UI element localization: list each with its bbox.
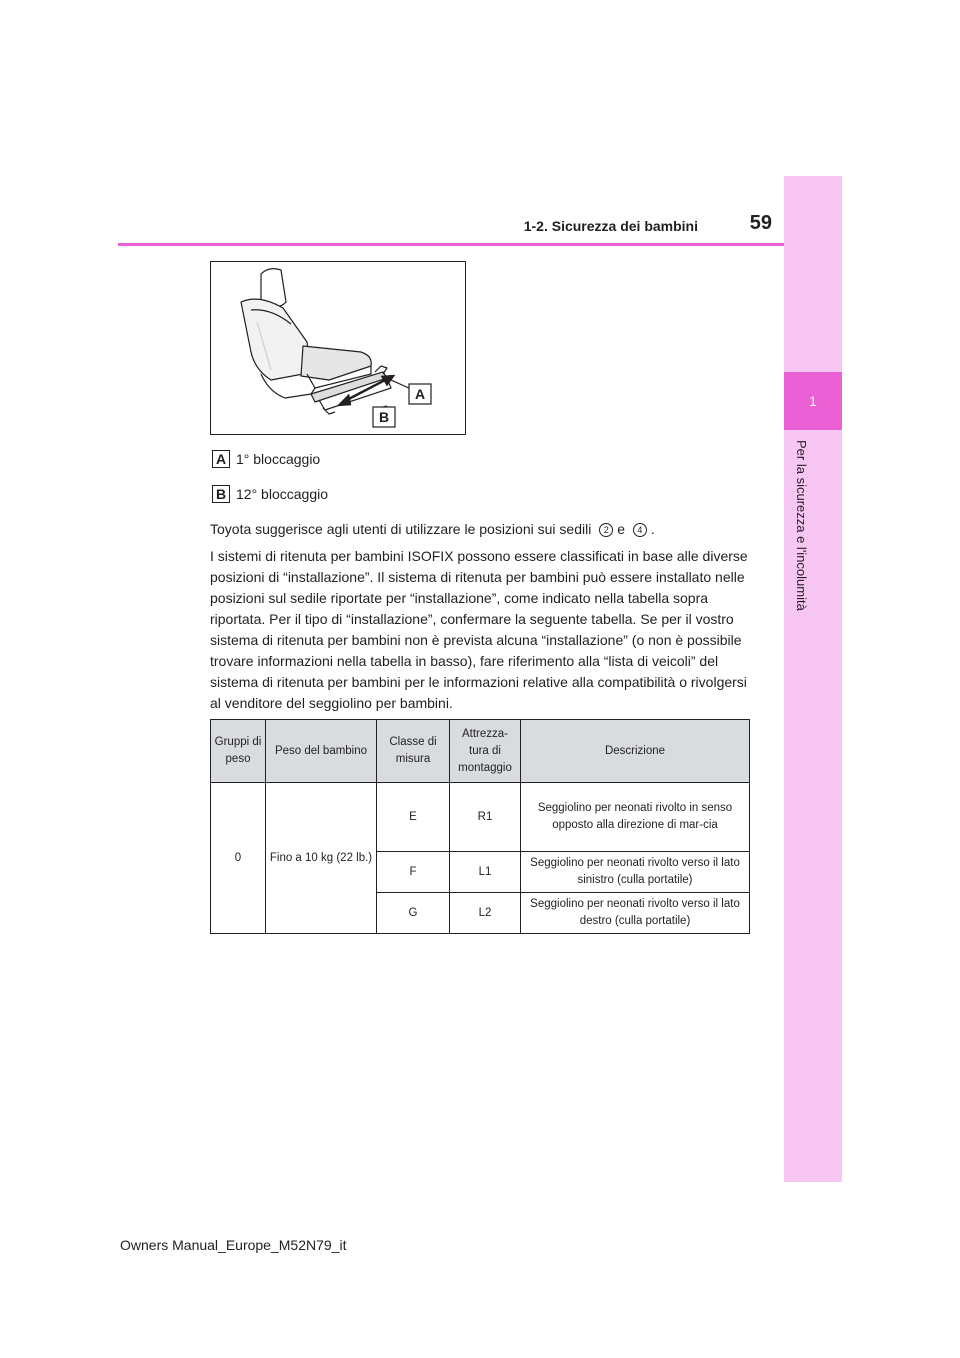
legend-item (212, 449, 320, 469)
table-header-row (211, 720, 750, 783)
col-header-size-class: Classe di misura (377, 720, 450, 783)
chapter-number: 1 (784, 372, 842, 430)
seat-illustration (210, 261, 466, 435)
intro-line (210, 519, 752, 540)
col-header-weight: Peso del bambino (266, 720, 377, 783)
table-row (211, 783, 750, 852)
isofix-size-table (210, 719, 750, 934)
cell-fixture: L2 (450, 893, 521, 934)
chapter-label: Per la sicurezza e l'incolumità (794, 440, 809, 611)
page-number: 59 (749, 212, 772, 234)
seat-drawing (211, 262, 465, 434)
section-title: 1-2. Sicurezza dei bambini (523, 218, 698, 234)
cell-fixture: R1 (450, 783, 521, 852)
seat-number-badge: 2 (599, 523, 613, 537)
cell-group: 0 (211, 783, 266, 934)
isofix-paragraph: I sistemi di ritenuta per bambini ISOFIX possono essere classificati in base alle diverse posizioni di “installazione”. Il sistema di ritenuta per bambini può essere installato nelle posizioni sul sedile riportate per “installazione”, come indicato nella tabella sopra riportata. Per il tipo di “installazione”, confermare la seguente tabella. Se per il vostro sistema di ritenuta per bambini non è prevista alcuna “installazione” (o non è possibile trovare informazioni nella tabella in basso), fare riferimento alla “lista di veicoli” del sistema di ritenuta per bambini per le informazioni relative alla compatibilità o rivolgersi al venditore del seggiolino per bambini. (210, 548, 748, 711)
label-a: A (414, 386, 426, 402)
side-tab (784, 176, 842, 1182)
intro-end: . (650, 521, 655, 537)
seat-number-badge: 4 (633, 523, 647, 537)
cell-size-class: F (377, 852, 450, 893)
legend-text: 12° bloccaggio (236, 486, 328, 502)
col-header-group: Gruppi di peso (211, 720, 266, 783)
intro-text: Toyota suggerisce agli utenti di utilizzare le posizioni sui sedili (210, 521, 592, 537)
cell-fixture: L1 (450, 852, 521, 893)
cell-description: Seggiolino per neonati rivolto in senso opposto alla direzione di mar-cia (521, 783, 750, 852)
header-rule (118, 243, 784, 246)
label-b: B (378, 409, 390, 425)
cell-description: Seggiolino per neonati rivolto verso il lato destro (culla portatile) (521, 893, 750, 934)
legend-text: 1° bloccaggio (236, 451, 321, 467)
cell-size-class: G (377, 893, 450, 934)
footer-doc-id: Owners Manual_Europe_M52N79_it (120, 1237, 347, 1253)
cell-size-class: E (377, 783, 450, 852)
legend-item (212, 484, 328, 504)
col-header-fixture: Attrezza-tura di montaggio (450, 720, 521, 783)
legend-key: A (212, 450, 230, 468)
cell-weight: Fino a 10 kg (22 lb.) (266, 783, 377, 934)
intro-conjunction: e (617, 521, 625, 537)
cell-description: Seggiolino per neonati rivolto verso il lato sinistro (culla portatile) (521, 852, 750, 893)
legend-key: B (212, 485, 230, 503)
col-header-description: Descrizione (521, 720, 750, 783)
